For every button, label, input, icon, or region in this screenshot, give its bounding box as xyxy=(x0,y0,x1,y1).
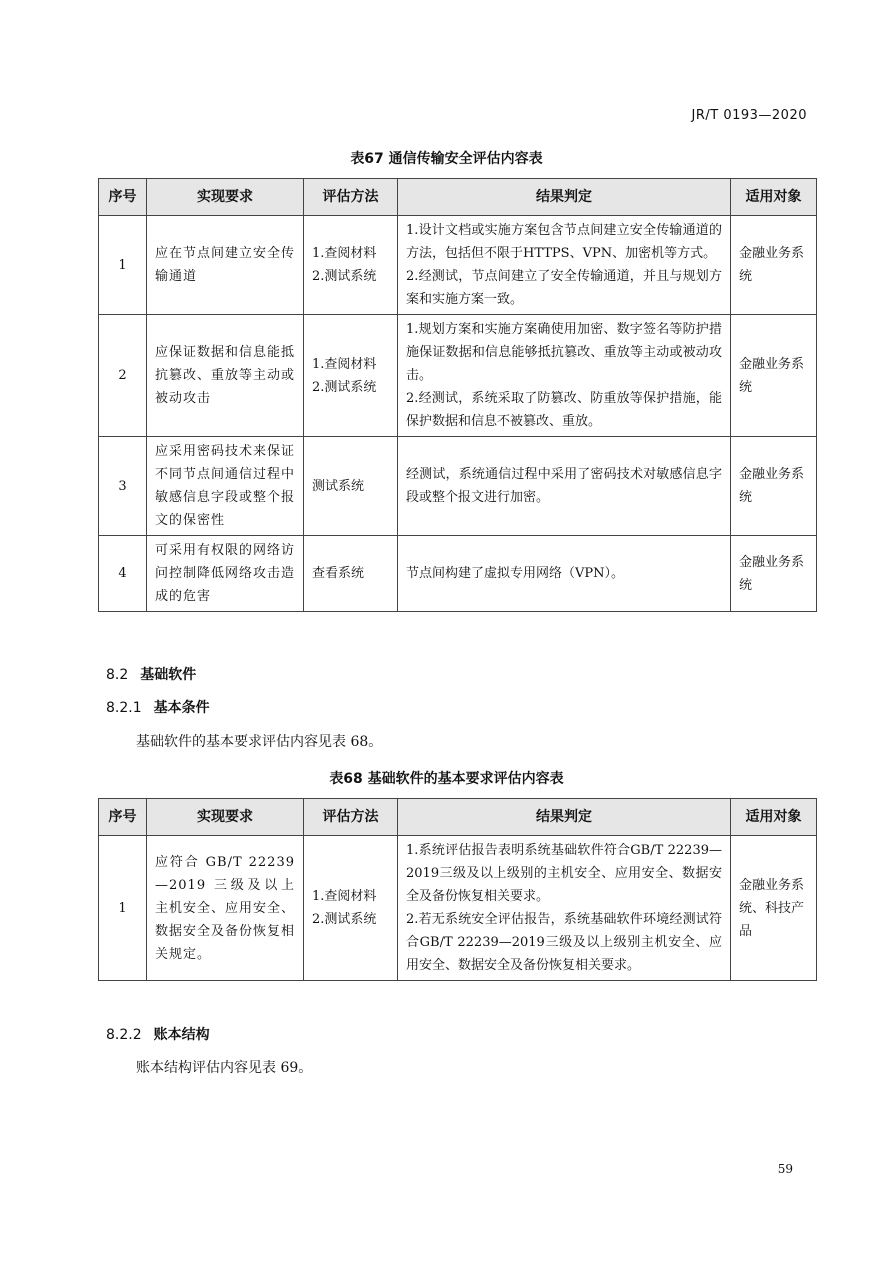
result-cell xyxy=(398,216,731,315)
section-title: 账本结构 xyxy=(153,1027,210,1043)
table67-caption: 表67 通信传输安全评估内容表 xyxy=(350,151,543,167)
method-line: 1.查阅材料 xyxy=(312,246,377,261)
requirement-cell: 应采用密码技术来保证不同节点间通信过程中敏感信息字段或整个报文的保密性 xyxy=(147,437,304,536)
section-number: 8.2.2 xyxy=(106,1027,142,1043)
column-header-target: 适用对象 xyxy=(731,179,817,216)
section-number: 8.2 xyxy=(106,667,129,683)
requirement-cell: 应保证数据和信息能抵抗篡改、重放等主动或被动攻击 xyxy=(147,315,304,437)
target-cell: 金融业务系统 xyxy=(731,437,817,536)
page-number: 59 xyxy=(777,1162,793,1176)
method-cell xyxy=(304,437,398,536)
section-number: 8.2.1 xyxy=(106,700,142,716)
table-row xyxy=(99,536,817,612)
requirement-cell: 应符合 GB/T 22239—2019 三级及以上主机安全、应用安全、数据安全及备份恢复相关规定。 xyxy=(147,836,304,981)
section-heading-8-2-2 xyxy=(106,1024,210,1044)
section-title: 基本条件 xyxy=(153,700,210,716)
target-cell: 金融业务系统 xyxy=(731,536,817,612)
table-row xyxy=(99,437,817,536)
row-number: 4 xyxy=(99,536,147,612)
body-paragraph: 账本结构评估内容见表 69。 xyxy=(136,1060,313,1076)
method-cell xyxy=(304,315,398,437)
table-row xyxy=(99,836,817,981)
method-line: 2.测试系统 xyxy=(312,379,377,395)
requirement-cell: 应在节点间建立安全传输通道 xyxy=(147,216,304,315)
table68-caption: 表68 基础软件的基本要求评估内容表 xyxy=(329,771,564,787)
method-line: 2.测试系统 xyxy=(312,269,377,284)
method-cell xyxy=(304,216,398,315)
table68 xyxy=(98,798,817,981)
standard-code: JR/T 0193—2020 xyxy=(691,108,807,123)
target-cell: 金融业务系统 xyxy=(731,216,817,315)
target-cell: 金融业务系统、科技产品 xyxy=(731,836,817,981)
result-cell xyxy=(398,315,731,437)
section-title: 基础软件 xyxy=(140,667,197,683)
method-line: 测试系统 xyxy=(312,478,365,494)
column-header-requirement: 实现要求 xyxy=(147,179,304,216)
result-cell xyxy=(398,536,731,612)
row-number: 1 xyxy=(99,836,147,981)
result-line: 经测试，系统通信过程中采用了密码技术对敏感信息字段或整个报文进行加密。 xyxy=(406,467,722,505)
result-line: 1.系统评估报告表明系统基础软件符合GB/T 22239—2019三级及以上级别的主机安全、应用安全、数据安全及备份恢复相关要求。 xyxy=(406,843,722,904)
body-paragraph: 基础软件的基本要求评估内容见表 68。 xyxy=(136,734,383,750)
method-line: 2.测试系统 xyxy=(312,912,377,927)
result-line: 1.设计文档或实施方案包含节点间建立安全传输通道的方法，包括但不限于HTTPS、VPN、加密机等方式。 xyxy=(406,223,722,261)
table-header-row xyxy=(99,799,817,836)
result-line: 1.规划方案和实施方案确使用加密、数字签名等防护措施保证数据和信息能够抵抗篡改、重放等主动或被动攻击。 xyxy=(406,322,722,383)
column-header-requirement: 实现要求 xyxy=(147,799,304,836)
column-header-result: 结果判定 xyxy=(398,179,731,216)
table-row xyxy=(99,216,817,315)
section-heading-8-2-1 xyxy=(106,697,210,717)
column-header-num: 序号 xyxy=(99,799,147,836)
method-line: 查看系统 xyxy=(312,566,365,581)
requirement-cell: 可采用有权限的网络访问控制降低网络攻击造成的危害 xyxy=(147,536,304,612)
table-row xyxy=(99,315,817,437)
target-cell: 金融业务系统 xyxy=(731,315,817,437)
method-cell xyxy=(304,836,398,981)
row-number: 3 xyxy=(99,437,147,536)
result-cell xyxy=(398,836,731,981)
table-header-row xyxy=(99,179,817,216)
column-header-method: 评估方法 xyxy=(304,799,398,836)
column-header-num: 序号 xyxy=(99,179,147,216)
row-number: 2 xyxy=(99,315,147,437)
column-header-method: 评估方法 xyxy=(304,179,398,216)
row-number: 1 xyxy=(99,216,147,315)
result-line: 2.经测试，节点间建立了安全传输通道，并且与规划方案和实施方案一致。 xyxy=(406,269,722,307)
method-line: 1.查阅材料 xyxy=(312,889,377,904)
column-header-result: 结果判定 xyxy=(398,799,731,836)
method-cell xyxy=(304,536,398,612)
column-header-target: 适用对象 xyxy=(731,799,817,836)
table67 xyxy=(98,178,817,612)
result-line: 2.若无系统安全评估报告，系统基础软件环境经测试符合GB/T 22239—2019三级及以上级别主机安全、应用安全、数据安全及备份恢复相关要求。 xyxy=(406,912,722,973)
result-line: 节点间构建了虚拟专用网络（VPN）。 xyxy=(406,566,625,581)
section-heading-8-2 xyxy=(106,664,196,684)
result-cell xyxy=(398,437,731,536)
method-line: 1.查阅材料 xyxy=(312,356,377,372)
result-line: 2.经测试，系统采取了防篡改、防重放等保护措施，能保护数据和信息不被篡改、重放。 xyxy=(406,391,722,429)
